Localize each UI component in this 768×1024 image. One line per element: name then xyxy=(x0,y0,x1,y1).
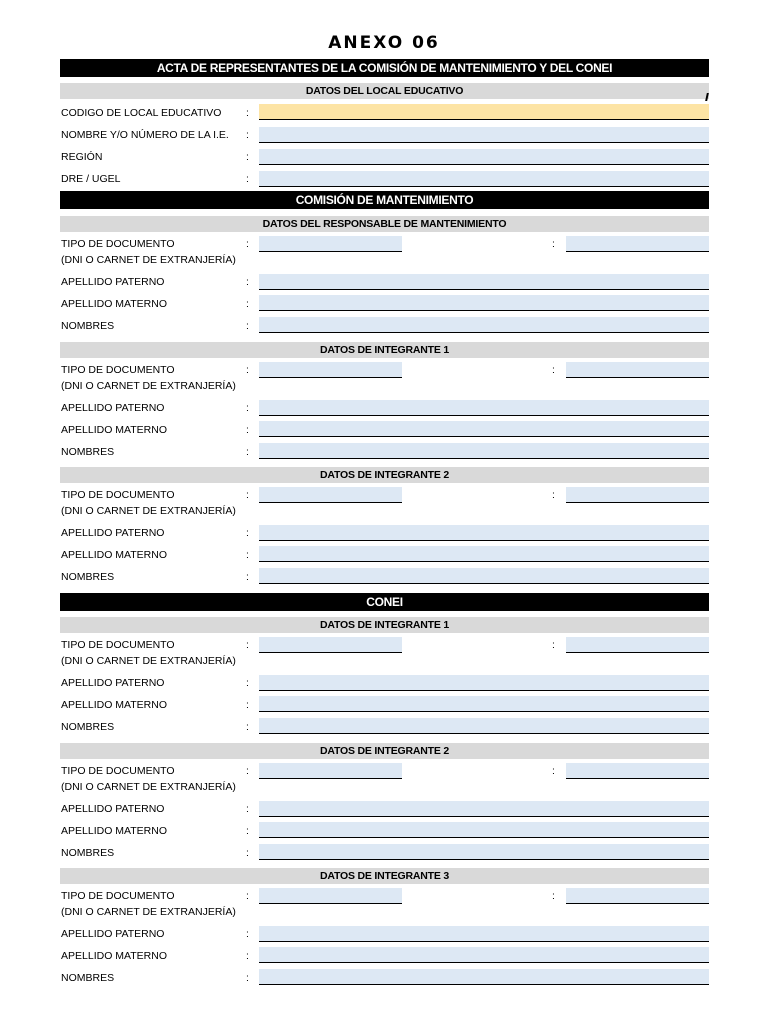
label-tipo-documento: TIPO DE DOCUMENTO xyxy=(61,765,175,777)
label-tipo-documento-sub: (DNI O CARNET DE EXTRANJERÍA) xyxy=(61,254,236,266)
colon-separator: : xyxy=(246,765,249,777)
colon-separator: : xyxy=(246,847,249,859)
label-tipo-documento: TIPO DE DOCUMENTO xyxy=(61,364,175,376)
colon-separator: : xyxy=(552,489,555,501)
colon-separator: : xyxy=(246,699,249,711)
label-apellido-paterno: APELLIDO PATERNO xyxy=(61,803,165,815)
apellido-materno-input[interactable] xyxy=(259,421,709,437)
field-label-dre-ugel: DRE / UGEL xyxy=(61,173,121,185)
colon-separator: : xyxy=(246,364,249,376)
label-tipo-documento: TIPO DE DOCUMENTO xyxy=(61,489,175,501)
label-apellido-paterno: APELLIDO PATERNO xyxy=(61,276,165,288)
label-apellido-materno: APELLIDO MATERNO xyxy=(61,549,167,561)
colon-separator: : xyxy=(246,549,249,561)
apellido-materno-input[interactable] xyxy=(259,696,709,712)
label-nombres: NOMBRES xyxy=(61,446,115,458)
person-block-heading: DATOS DE INTEGRANTE 3 xyxy=(60,868,709,884)
field-label-region: REGIÓN xyxy=(61,151,103,163)
label-apellido-paterno: APELLIDO PATERNO xyxy=(61,928,165,940)
label-apellido-paterno: APELLIDO PATERNO xyxy=(61,527,165,539)
label-nombres: NOMBRES xyxy=(61,320,115,332)
apellido-materno-input[interactable] xyxy=(259,947,709,963)
label-apellido-materno: APELLIDO MATERNO xyxy=(61,298,167,310)
label-nombres: NOMBRES xyxy=(61,571,115,583)
colon-separator: : xyxy=(246,151,249,163)
colon-separator: : xyxy=(246,972,249,984)
colon-separator: : xyxy=(246,721,249,733)
nombres-input[interactable] xyxy=(259,969,709,985)
colon-separator: : xyxy=(246,803,249,815)
numero-documento-input[interactable] xyxy=(566,236,709,252)
apellido-paterno-input[interactable] xyxy=(259,525,709,541)
numero-documento-input[interactable] xyxy=(566,362,709,378)
colon-separator: : xyxy=(552,238,555,250)
label-tipo-documento-sub: (DNI O CARNET DE EXTRANJERÍA) xyxy=(61,505,236,517)
label-tipo-documento-sub: (DNI O CARNET DE EXTRANJERÍA) xyxy=(61,655,236,667)
colon-separator: : xyxy=(246,276,249,288)
colon-separator: : xyxy=(246,677,249,689)
colon-separator: : xyxy=(246,320,249,332)
nombres-input[interactable] xyxy=(259,844,709,860)
colon-separator: : xyxy=(552,890,555,902)
colon-separator: : xyxy=(246,527,249,539)
nombres-input[interactable] xyxy=(259,568,709,584)
nombres-input[interactable] xyxy=(259,443,709,459)
label-tipo-documento-sub: (DNI O CARNET DE EXTRANJERÍA) xyxy=(61,781,236,793)
numero-documento-input[interactable] xyxy=(566,637,709,653)
dre-ugel-input[interactable] xyxy=(259,171,709,187)
label-apellido-paterno: APELLIDO PATERNO xyxy=(61,402,165,414)
field-label-codigo-local: CODIGO DE LOCAL EDUCATIVO xyxy=(61,107,222,119)
nombre-ie-input[interactable] xyxy=(259,127,709,143)
colon-separator: : xyxy=(552,639,555,651)
colon-separator: : xyxy=(246,107,249,119)
colon-separator: : xyxy=(246,571,249,583)
colon-separator: : xyxy=(552,364,555,376)
apellido-materno-input[interactable] xyxy=(259,822,709,838)
label-apellido-paterno: APELLIDO PATERNO xyxy=(61,677,165,689)
colon-separator: : xyxy=(246,424,249,436)
colon-separator: : xyxy=(246,173,249,185)
colon-separator: : xyxy=(246,238,249,250)
tipo-documento-input[interactable] xyxy=(259,637,402,653)
apellido-materno-input[interactable] xyxy=(259,295,709,311)
tipo-documento-input[interactable] xyxy=(259,763,402,779)
numero-documento-input[interactable] xyxy=(566,763,709,779)
label-tipo-documento: TIPO DE DOCUMENTO xyxy=(61,238,175,250)
tipo-documento-input[interactable] xyxy=(259,487,402,503)
nombres-input[interactable] xyxy=(259,718,709,734)
numero-documento-input[interactable] xyxy=(566,888,709,904)
label-nombres: NOMBRES xyxy=(61,847,115,859)
colon-separator: : xyxy=(246,825,249,837)
person-block-heading: DATOS DE INTEGRANTE 1 xyxy=(60,617,709,633)
tipo-documento-input[interactable] xyxy=(259,888,402,904)
label-tipo-documento-sub: (DNI O CARNET DE EXTRANJERÍA) xyxy=(61,906,236,918)
apellido-paterno-input[interactable] xyxy=(259,801,709,817)
section-heading-conei: CONEI xyxy=(60,593,709,611)
colon-separator: : xyxy=(246,639,249,651)
colon-separator: : xyxy=(246,950,249,962)
colon-separator: : xyxy=(246,928,249,940)
label-tipo-documento-sub: (DNI O CARNET DE EXTRANJERÍA) xyxy=(61,380,236,392)
section-heading-local: DATOS DEL LOCAL EDUCATIVO xyxy=(60,83,709,99)
person-block-heading: DATOS DEL RESPONSABLE DE MANTENIMIENTO xyxy=(60,216,709,232)
apellido-materno-input[interactable] xyxy=(259,546,709,562)
apellido-paterno-input[interactable] xyxy=(259,274,709,290)
colon-separator: : xyxy=(246,489,249,501)
nombres-input[interactable] xyxy=(259,317,709,333)
numero-documento-input[interactable] xyxy=(566,487,709,503)
field-label-nombre-ie: NOMBRE Y/O NÚMERO DE LA I.E. xyxy=(61,129,229,141)
label-nombres: NOMBRES xyxy=(61,721,115,733)
apellido-paterno-input[interactable] xyxy=(259,675,709,691)
colon-separator: : xyxy=(246,402,249,414)
label-apellido-materno: APELLIDO MATERNO xyxy=(61,424,167,436)
apellido-paterno-input[interactable] xyxy=(259,400,709,416)
label-tipo-documento: TIPO DE DOCUMENTO xyxy=(61,890,175,902)
page-title: ANEXO 06 xyxy=(328,33,440,53)
apellido-paterno-input[interactable] xyxy=(259,926,709,942)
section-heading-comision: COMISIÓN DE MANTENIMIENTO xyxy=(60,191,709,209)
label-tipo-documento: TIPO DE DOCUMENTO xyxy=(61,639,175,651)
colon-separator: : xyxy=(552,765,555,777)
codigo-local-input[interactable] xyxy=(259,104,709,120)
label-apellido-materno: APELLIDO MATERNO xyxy=(61,950,167,962)
region-input[interactable] xyxy=(259,149,709,165)
person-block-heading: DATOS DE INTEGRANTE 1 xyxy=(60,342,709,358)
tipo-documento-input[interactable] xyxy=(259,362,402,378)
person-block-heading: DATOS DE INTEGRANTE 2 xyxy=(60,467,709,483)
colon-separator: : xyxy=(246,298,249,310)
form-header: ACTA DE REPRESENTANTES DE LA COMISIÓN DE MANTENIMIENTO Y DEL CONEI xyxy=(60,59,709,77)
person-block-heading: DATOS DE INTEGRANTE 2 xyxy=(60,743,709,759)
colon-separator: : xyxy=(246,890,249,902)
label-nombres: NOMBRES xyxy=(61,972,115,984)
label-apellido-materno: APELLIDO MATERNO xyxy=(61,699,167,711)
colon-separator: : xyxy=(246,129,249,141)
tipo-documento-input[interactable] xyxy=(259,236,402,252)
colon-separator: : xyxy=(246,446,249,458)
label-apellido-materno: APELLIDO MATERNO xyxy=(61,825,167,837)
